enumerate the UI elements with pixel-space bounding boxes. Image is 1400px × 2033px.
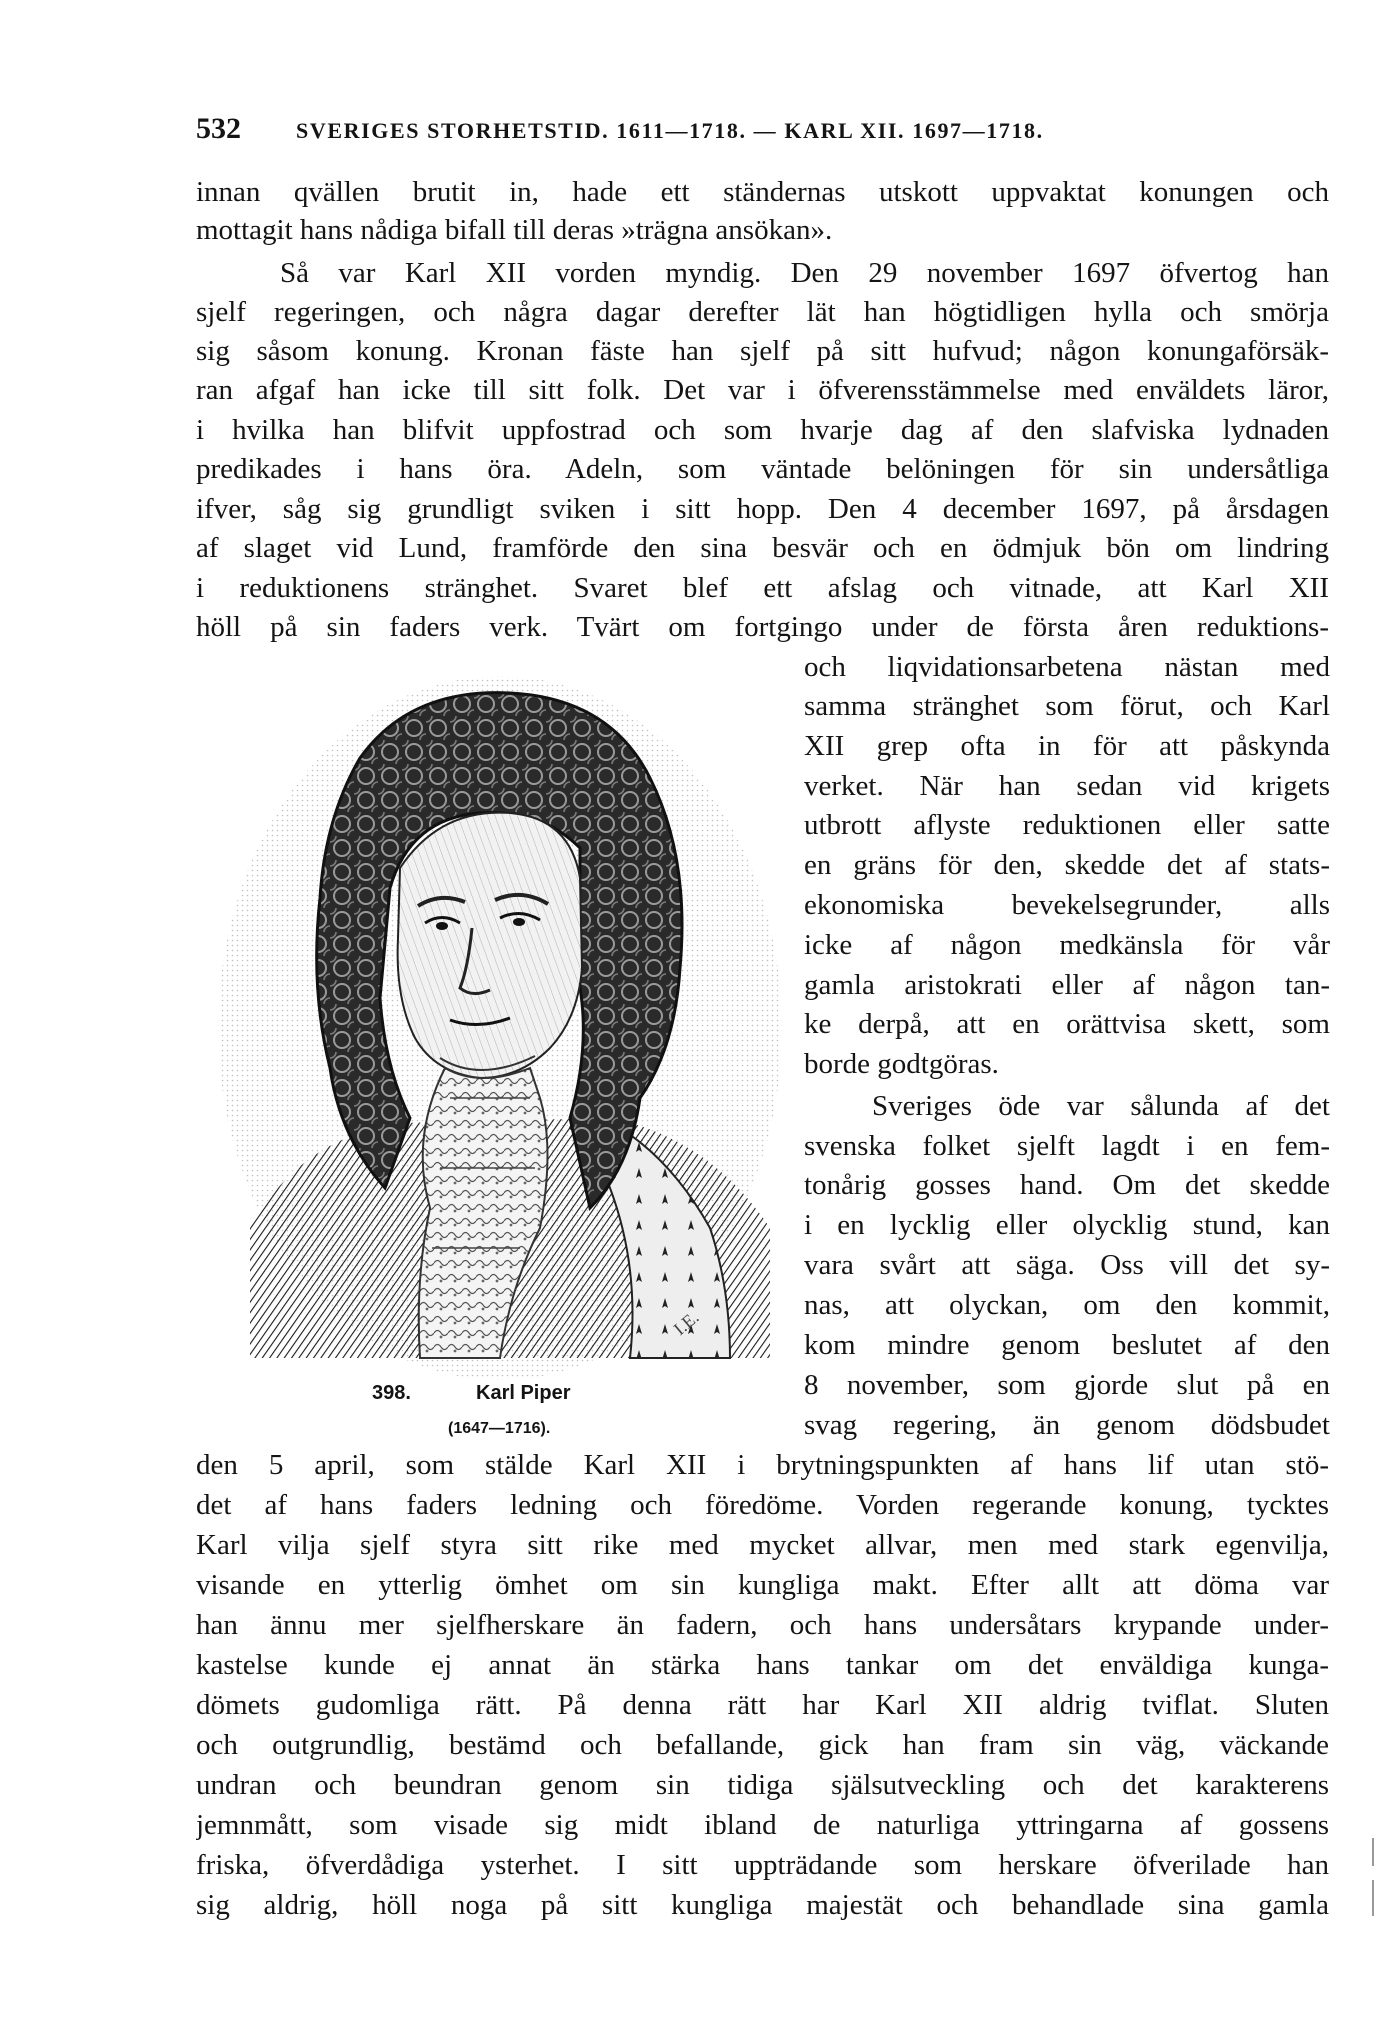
running-header: [196, 114, 1236, 154]
text-line: kom mindre genom beslutet af den: [804, 1329, 1330, 1361]
text-line: tonårig gosses hand. Om det skedde: [804, 1169, 1330, 1201]
text-line: han ännu mer sjelfherskare än fadern, och hans undersåtars krypande under-: [196, 1609, 1329, 1641]
text-line: af slaget vid Lund, framförde den sina besvär och en ödmjuk bön om lindring: [196, 532, 1329, 564]
text-line: samma stränghet som förut, och Karl: [804, 690, 1330, 722]
text-line: sig såsom konung. Kronan fäste han sjelf på sitt hufvud; någon konungaförsäk-: [196, 335, 1329, 367]
text-line: Så var Karl XII vorden myndig. Den 29 november 1697 öfvertog han: [280, 257, 1329, 289]
text-line: predikades i hans öra. Adeln, som väntade belöningen för sin undersåtliga: [196, 453, 1329, 485]
text-line: svag regering, än genom dödsbudet: [804, 1409, 1330, 1441]
text-line: gamla aristokrati eller af någon tan-: [804, 969, 1330, 1001]
portrait-engraving: [210, 668, 790, 1388]
running-title: SVERIGES STORHETSTID. 1611—1718. — KARL XII. 1697—1718.: [296, 118, 1044, 143]
text-line: XII grep ofta in för att påskynda: [804, 730, 1330, 762]
text-line: Karl vilja sjelf styra sitt rike med mycket allvar, men med stark egenvilja,: [196, 1529, 1329, 1561]
figure-number: 398.: [372, 1382, 411, 1404]
text-line: i hvilka han blifvit uppfostrad och som hvarje dag af den slafviska lydnaden: [196, 414, 1329, 446]
text-line: friska, öfverdådiga ysterhet. I sitt uppträdande som herskare öfverilade han: [196, 1849, 1329, 1881]
page-number: 532: [196, 112, 241, 145]
figure-name: Karl Piper: [476, 1382, 571, 1404]
text-line: verket. När han sedan vid krigets: [804, 770, 1330, 802]
scan-mark: [1372, 1880, 1374, 1916]
figure-caption: [372, 1382, 692, 1452]
text-line: undran och beundran genom sin tidiga själsutveckling och det karakterens: [196, 1769, 1329, 1801]
text-line: en gräns för den, skedde det af stats-: [804, 849, 1330, 881]
text-line: visande en ytterlig ömhet om sin kungliga makt. Efter allt att döma var: [196, 1569, 1329, 1601]
text-line: mottagit hans nådiga bifall till deras »trägna ansökan».: [196, 214, 833, 246]
text-line: borde godtgöras.: [804, 1048, 999, 1080]
text-line: dömets gudomliga rätt. På denna rätt har Karl XII aldrig tviflat. Sluten: [196, 1689, 1329, 1721]
text-line: det af hans faders ledning och föredöme. Vorden regerande konung, tycktes: [196, 1489, 1329, 1521]
figure-dates: (1647—1716).: [448, 1420, 551, 1437]
text-line: och outgrundlig, bestämd och befallande, gick han fram sin väg, väckande: [196, 1729, 1329, 1761]
svg-text:I.E.: I.E.: [669, 1307, 703, 1340]
text-line: och liqvidationsarbetena nästan med: [804, 651, 1330, 683]
text-line: sig aldrig, höll noga på sitt kungliga majestät och behandlade sina gamla: [196, 1889, 1329, 1921]
text-line: jemnmått, som visade sig midt ibland de naturliga yttringarna af gossens: [196, 1809, 1329, 1841]
text-line: utbrott aflyste reduktionen eller satte: [804, 809, 1330, 841]
text-line: ekonomiska bevekelsegrunder, alls: [804, 889, 1330, 921]
portrait-illustration: [210, 668, 790, 1388]
text-line: ifver, såg sig grundligt sviken i sitt hopp. Den 4 december 1697, på årsdagen: [196, 493, 1329, 525]
text-line: ran afgaf han icke till sitt folk. Det var i öfverensstämmelse med enväldets läror,: [196, 374, 1329, 406]
text-line: ke derpå, att en orättvisa skett, som: [804, 1008, 1330, 1040]
text-line: svenska folket sjelft lagdt i en fem-: [804, 1130, 1330, 1162]
text-line: höll på sin faders verk. Tvärt om fortgingo under de första åren reduktions-: [196, 611, 1329, 643]
text-line: i en lycklig eller olycklig stund, kan: [804, 1209, 1330, 1241]
text-line: i reduktionens stränghet. Svaret blef ett afslag och vitnade, att Karl XII: [196, 572, 1329, 604]
scan-mark: [1372, 1838, 1374, 1866]
text-line: sjelf regeringen, och några dagar derefter lät han högtidligen hylla och smörja: [196, 296, 1329, 328]
text-line: vara svårt att säga. Oss vill det sy-: [804, 1249, 1330, 1281]
text-line: nas, att olyckan, om den kommit,: [804, 1289, 1330, 1321]
text-line: Sveriges öde var sålunda af det: [872, 1090, 1330, 1122]
text-line: innan qvällen brutit in, hade ett ständernas utskott uppvaktat konungen och: [196, 176, 1329, 208]
text-line: icke af någon medkänsla för vår: [804, 929, 1330, 961]
text-line: 8 november, som gjorde slut på en: [804, 1369, 1330, 1401]
text-line: den 5 april, som stälde Karl XII i brytningspunkten af hans lif utan stö-: [196, 1449, 1329, 1481]
text-line: kastelse kunde ej annat än stärka hans tankar om det enväldiga kunga-: [196, 1649, 1329, 1681]
